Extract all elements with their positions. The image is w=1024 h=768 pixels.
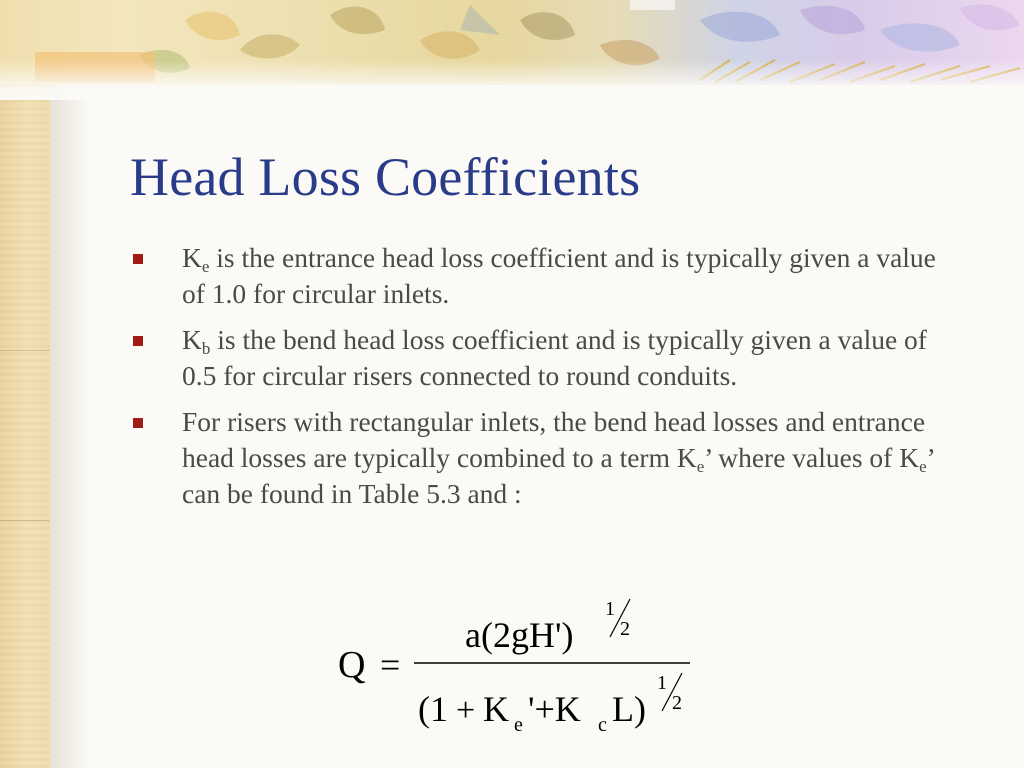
den-exponent-num: 1 [657,672,667,694]
slide-title: Head Loss Coefficients [130,147,641,207]
numerator-exponent-num: 1 [605,598,615,620]
banner-fade [0,60,1024,100]
bullet-text: is the bend head loss coefficient and is typically given a value of 0.5 for circular risers connected to round conduits. [182,324,927,391]
den-open: (1 [418,689,448,729]
bullet-item-kb [130,322,950,394]
bullet-text: ’ where values of K [704,442,920,473]
den-k1: K [483,689,509,729]
formula-lhs: Q [338,644,366,686]
symbol: K [182,242,202,273]
den-k2-sub: c [598,714,607,735]
formula-equals: = [380,645,401,685]
bullet-square-icon [133,418,143,428]
bullet-text: ’ can be found in Table 5.3 and : [182,442,934,509]
den-k1-sub: e [514,714,523,735]
bullet-square-icon [133,336,143,346]
formula-graphic [330,585,710,735]
subscript: e [919,457,927,476]
bullet-item-ke [130,240,950,312]
bullet-square-icon [133,254,143,264]
discharge-formula [330,585,710,740]
bullet-item-rectangular [130,404,950,512]
subscript: e [201,257,210,276]
formula-numerator: a(2gH') [465,615,574,655]
subscript: e [696,457,705,476]
numerator-exponent-den: 2 [620,618,630,640]
strip-shadow [50,85,90,768]
bullet-text: For risers with rectangular inlets, the bend head losses and entrance head losses are typically combined to a term K [182,406,926,473]
left-decorative-strip [0,0,50,768]
bullet-list [130,240,950,522]
den-plus: + [456,692,476,729]
bullet-text: is the entrance head loss coefficient and is typically given a value of 1.0 for circular inlets. [182,242,936,309]
den-middle: '+K [528,689,581,729]
symbol: K [182,324,202,355]
den-close: L) [612,689,646,729]
den-exponent-den: 2 [672,692,682,714]
subscript: b [201,339,211,358]
